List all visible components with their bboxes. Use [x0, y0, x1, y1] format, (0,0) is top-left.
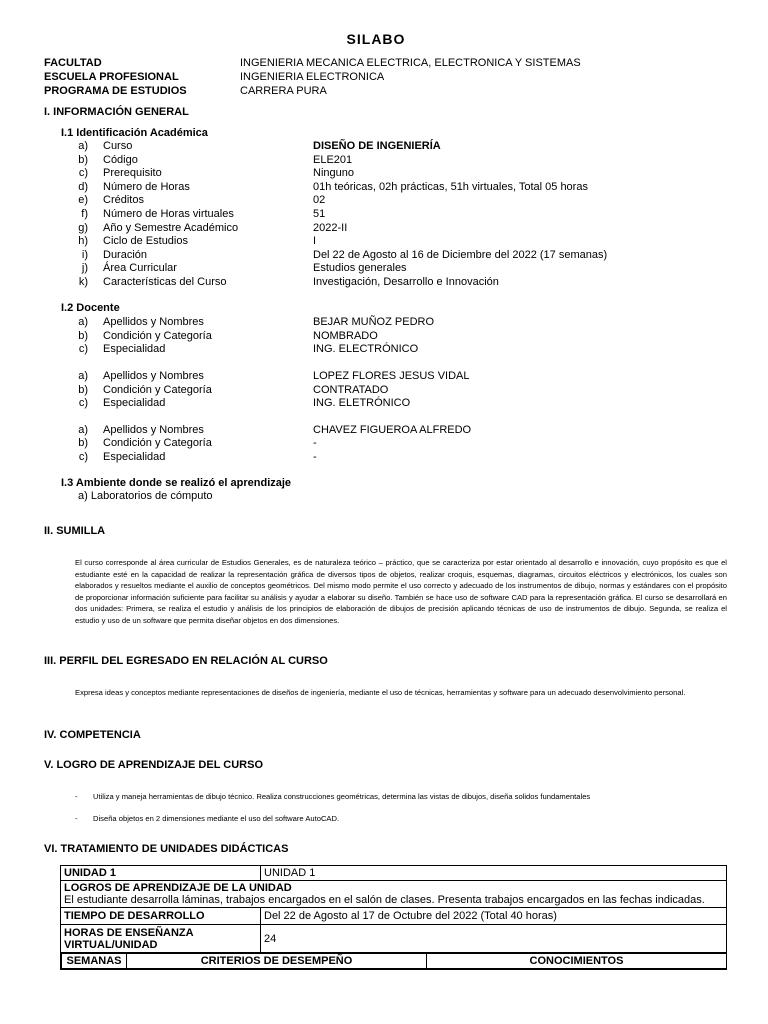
unit-table: [60, 865, 727, 970]
section-4-title: IV. COMPETENCIA: [44, 729, 141, 741]
tiempo-label: TIEMPO DE DESARROLLO: [61, 908, 261, 925]
perfil-text: Expresa ideas y conceptos mediante representaciones de diseños de ingeniería, mediante el uso de técnicas, herramientas y software para un adecuado desenvolvimiento personal.: [75, 688, 686, 697]
col-conocimientos: CONOCIMIENTOS: [427, 954, 727, 969]
header-program-value: CARRERA PURA: [240, 85, 327, 97]
ambiente-item: a) Laboratorios de cómputo: [78, 490, 213, 502]
columns-header: [61, 953, 726, 969]
col-semanas: SEMANAS: [62, 954, 127, 969]
section-1-1-title: I.1 Identificación Académica: [61, 127, 208, 139]
section-6-title: VI. TRATAMIENTO DE UNIDADES DIDÁCTICAS: [44, 843, 289, 855]
section-5-title: V. LOGRO DE APRENDIZAJE DEL CURSO: [44, 759, 264, 771]
header-faculty-value: INGENIERIA MECANICA ELECTRICA, ELECTRONICA Y SISTEMAS: [240, 57, 581, 69]
header-program-label: PROGRAMA DE ESTUDIOS: [44, 85, 187, 97]
header-faculty-label: FACULTAD: [44, 57, 102, 69]
section-3-title: III. PERFIL DEL EGRESADO EN RELACIÓN AL CURSO: [44, 655, 328, 667]
section-1-title: I. INFORMACIÓN GENERAL: [44, 106, 189, 118]
section-2-title: II. SUMILLA: [44, 525, 106, 537]
header-school-value: INGENIERIA ELECTRONICA: [240, 71, 385, 83]
sumilla-text: El curso corresponde al área curricular de Estudios Generales, es de naturaleza teórico – práctico, que se caracteriza por estar orientado al desarrollo e innovación, cuyo propósito es que el estudiante esté en la capacidad de realizar la representación gráfica de diversos tipos de objetos, realizar croquis, esquemas, diagramas, circuitos eléctricos y electrónicos, los cuales son elaborados y resueltos mediante el auxilio de conceptos geométricos. Del mismo modo permite el uso correcto y adecuado de los instrumentos de dibujo, normas y estándares con el propósito de proporcionar información suficiente para facilitar su análisis y ayudar a elaborar su diseño. También se hace uso de software CAD para la representación gráfica. El curso se desarrollará en dos unidades: Primera, se realiza el estudio y análisis de los principios de elaboración de dibujos de precisión aplicando técnicas de uso de instrumentos de dibujo. Segunda, se realiza el estudio y uso de un software que permita diseñar objetos en dos dimensiones.: [75, 558, 727, 625]
logros-cell: [61, 881, 727, 908]
horas-label: HORAS DE ENSEÑANZA VIRTUAL/UNIDAD: [61, 925, 261, 953]
columns-header-cell: [61, 953, 727, 970]
section-1-2-title: I.2 Docente: [61, 302, 120, 314]
horas-value: 24: [261, 925, 727, 953]
unidad-label: UNIDAD 1: [61, 866, 261, 881]
logros-label: LOGROS DE APRENDIZAJE DE LA UNIDAD: [64, 882, 292, 894]
document-title: SILABO: [346, 31, 406, 47]
logros-text: El estudiante desarrolla láminas, trabajos encargados en el salón de clases. Presenta trabajos encargados en las fechas indicadas.: [64, 894, 705, 906]
section-1-3-title: I.3 Ambiente donde se realizó el aprendizaje: [61, 477, 292, 489]
tiempo-value: Del 22 de Agosto al 17 de Octubre del 2022 (Total 40 horas): [261, 908, 727, 925]
unidad-value: UNIDAD 1: [261, 866, 727, 881]
col-criterios: CRITERIOS DE DESEMPEÑO: [127, 954, 427, 969]
header-school-label: ESCUELA PROFESIONAL: [44, 71, 179, 83]
